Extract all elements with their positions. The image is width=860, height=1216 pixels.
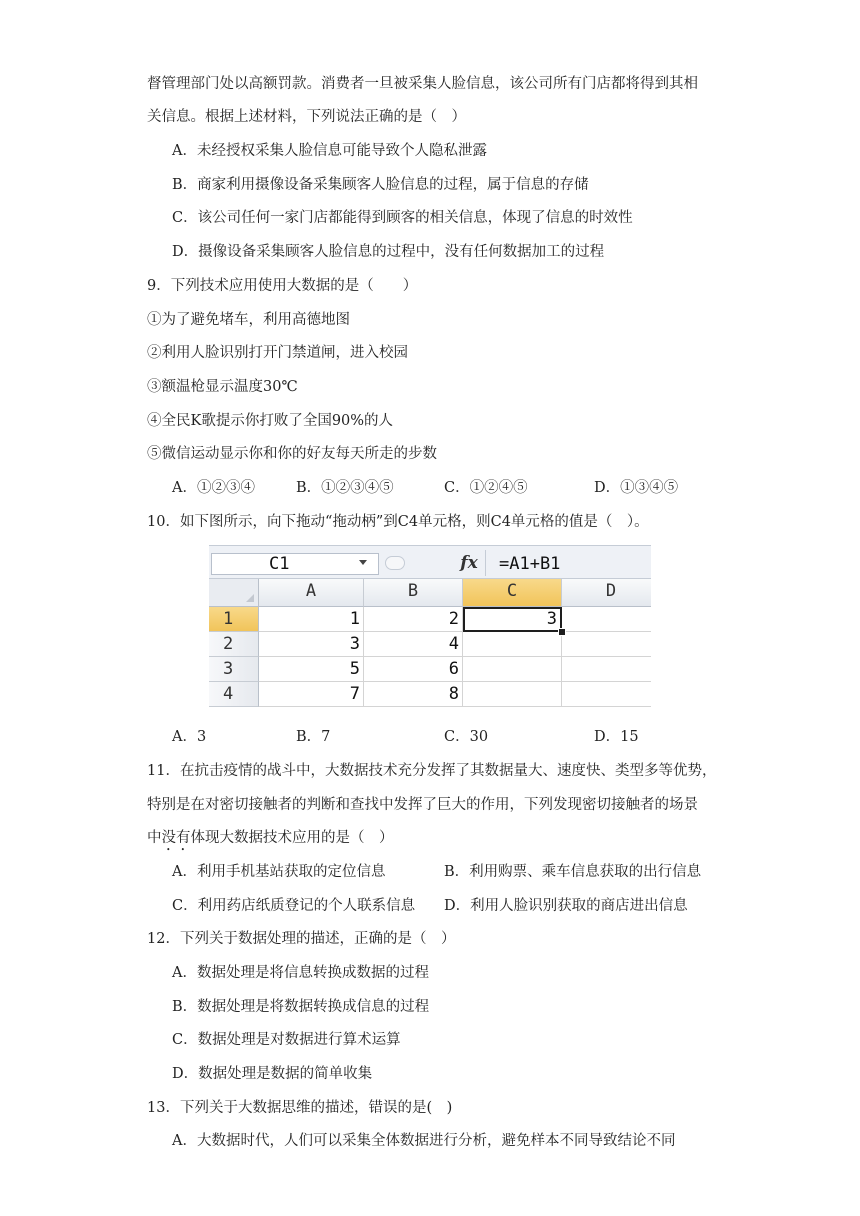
q12-option-a: A．数据处理是将信息转换成数据的过程 [172, 965, 429, 981]
select-all-corner[interactable] [209, 579, 259, 607]
q9-item-3: ③额温枪显示温度30℃ [147, 379, 298, 395]
q9-item-2: ②利用人脸识别打开门禁道闸，进入校园 [147, 345, 408, 361]
q9-option-d: D．①③④⑤ [594, 480, 679, 496]
q9-item-1: ①为了避免堵车，利用高德地图 [147, 312, 350, 328]
column-header-d[interactable]: D [562, 579, 651, 607]
formula-bar [209, 545, 651, 579]
row-header-2[interactable]: 2 [209, 632, 259, 657]
q9-item-5: ⑤微信运动显示你和你的好友每天所走的步数 [147, 446, 437, 462]
q11-stem-line-1: 11．在抗击疫情的战斗中，大数据技术充分发挥了其数据量大、速度快、类型多等优势， [147, 763, 717, 779]
q10-option-a: A．3 [172, 729, 207, 745]
q8-stem-line-1: 督管理部门处以高额罚款。消费者一旦被采集人脸信息，该公司所有门店都将得到其相 [147, 76, 698, 92]
cell-b3[interactable]: 6 [364, 657, 463, 682]
q13-option-a: A．大数据时代，人们可以采集全体数据进行分析，避免样本不同导致结论不同 [172, 1133, 676, 1149]
formula-input[interactable]: =A1+B1 [499, 554, 561, 574]
q9-option-b: B．①②③④⑤ [296, 480, 394, 496]
cell-c1[interactable]: 3 [463, 607, 562, 632]
cell-b1[interactable]: 2 [364, 607, 463, 632]
fill-handle[interactable] [558, 628, 566, 636]
name-box[interactable]: C1 [211, 553, 379, 575]
column-header-c[interactable]: C [463, 579, 562, 607]
q11-option-d: D．利用人脸识别获取的商店进出信息 [444, 898, 688, 914]
cell-d4[interactable] [562, 682, 651, 707]
q9-stem: 9．下列技术应用使用大数据的是（ ） [147, 278, 418, 294]
q11-stem-line-3 [147, 828, 394, 854]
q11-emphasis-text: 没有 [161, 830, 191, 846]
cell-a4[interactable]: 7 [259, 682, 364, 707]
row-header-1[interactable]: 1 [209, 607, 259, 632]
q10-stem: 10．如下图所示，向下拖动“拖动柄”到C4单元格，则C4单元格的值是（ ）。 [147, 514, 649, 530]
q11-option-a: A．利用手机基站获取的定位信息 [172, 864, 386, 880]
formula-bar-divider [485, 550, 486, 576]
column-header-b[interactable]: B [364, 579, 463, 607]
cell-c3[interactable] [463, 657, 562, 682]
name-box-dropdown-icon[interactable] [359, 560, 367, 565]
q12-option-c: C．数据处理是对数据进行算术运算 [172, 1032, 401, 1048]
q12-option-d: D．数据处理是数据的简单收集 [172, 1066, 373, 1082]
cell-a3[interactable]: 5 [259, 657, 364, 682]
cell-d3[interactable] [562, 657, 651, 682]
column-header-a[interactable]: A [259, 579, 364, 607]
cell-b4[interactable]: 8 [364, 682, 463, 707]
cell-d1[interactable] [562, 607, 651, 632]
cell-c2[interactable] [463, 632, 562, 657]
q11-stem-line-2: 特别是在对密切接触者的判断和查找中发挥了巨大的作用，下列发现密切接触者的场景 [147, 797, 698, 813]
q8-option-a: A．未经授权采集人脸信息可能导致个人隐私泄露 [172, 143, 487, 159]
q11-option-b: B．利用购票、乘车信息获取的出行信息 [444, 864, 702, 880]
q9-item-4: ④全民K歌提示你打败了全国90%的人 [147, 413, 394, 429]
q8-option-b: B．商家利用摄像设备采集顾客人脸信息的过程，属于信息的存储 [172, 177, 589, 193]
q11-option-c: C．利用药店纸质登记的个人联系信息 [172, 898, 416, 914]
q8-stem-line-2: 关信息。根据上述材料，下列说法正确的是（ ） [147, 109, 466, 125]
q10-option-c: C．30 [444, 729, 489, 745]
cell-d2[interactable] [562, 632, 651, 657]
row-header-3[interactable]: 3 [209, 657, 259, 682]
spreadsheet-screenshot [209, 545, 651, 709]
q9-option-c: C．①②④⑤ [444, 480, 528, 496]
q11-stem-prefix: 中 [147, 830, 162, 846]
q12-option-b: B．数据处理是将数据转换成信息的过程 [172, 999, 430, 1015]
q13-stem: 13．下列关于大数据思维的描述，错误的是( ) [147, 1100, 453, 1116]
cell-c4[interactable] [463, 682, 562, 707]
q9-option-a: A．①②③④ [172, 480, 255, 496]
q11-stem-suffix: 体现大数据技术应用的是（ ） [190, 830, 394, 846]
row-header-4[interactable]: 4 [209, 682, 259, 707]
q10-option-d: D．15 [594, 729, 639, 745]
q8-option-c: C．该公司任何一家门店都能得到顾客的相关信息，体现了信息的时效性 [172, 210, 633, 226]
cell-a1[interactable]: 1 [259, 607, 364, 632]
formula-bar-resize-handle[interactable] [385, 556, 405, 570]
q12-stem: 12．下列关于数据处理的描述，正确的是（ ） [147, 931, 456, 947]
q10-option-b: B．7 [296, 729, 331, 745]
cell-a2[interactable]: 3 [259, 632, 364, 657]
q8-option-d: D．摄像设备采集顾客人脸信息的过程中，没有任何数据加工的过程 [172, 244, 605, 260]
cell-b2[interactable]: 4 [364, 632, 463, 657]
insert-function-icon[interactable]: fx [460, 553, 478, 573]
